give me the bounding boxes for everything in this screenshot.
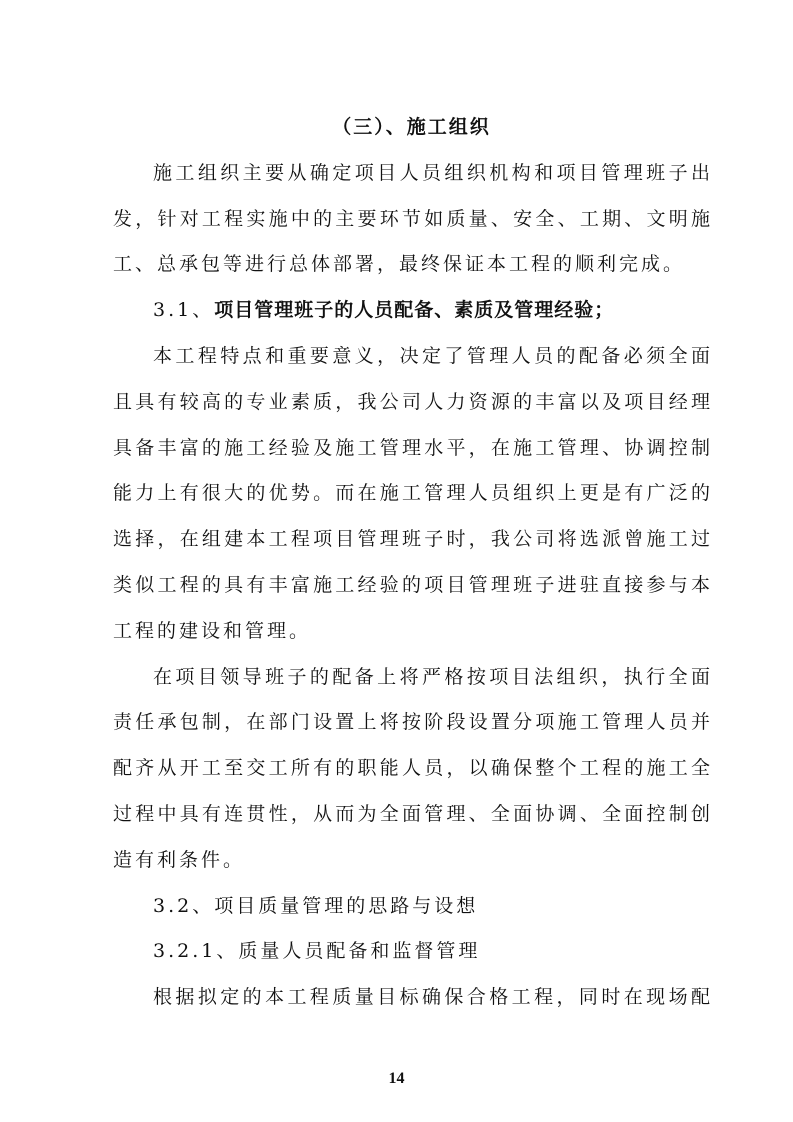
- text-line: 且具有较高的专业素质，我公司人力资源的丰富以及项目经理: [113, 390, 710, 413]
- section-title: （三）、施工组织: [332, 116, 491, 138]
- page-number: 14: [388, 1070, 405, 1087]
- text-line: 配齐从开工至交工所有的职能人员，以确保整个工程的施工全: [113, 757, 710, 780]
- paragraph-leadership: [113, 655, 710, 884]
- paragraph-staffing: [113, 334, 710, 655]
- heading-3-2: 3.2、项目质量管理的思路与设想: [153, 894, 479, 917]
- paragraph-intro: [113, 151, 710, 288]
- text-line: 责任承包制，在部门设置上将按阶段设置分项施工管理人员并: [113, 711, 710, 734]
- text-line: 工程的建设和管理。: [113, 619, 312, 642]
- paragraph-quality: [113, 975, 710, 1021]
- text-line: 具备丰富的施工经验及施工管理水平，在施工管理、协调控制: [113, 436, 710, 459]
- text-line: 本工程特点和重要意义，决定了管理人员的配备必须全面: [153, 344, 710, 367]
- text-line: 发，针对工程实施中的主要环节如质量、安全、工期、文明施: [113, 207, 710, 230]
- text-line: 在项目领导班子的配备上将严格按项目法组织，执行全面: [153, 665, 710, 688]
- text-line: 造有利条件。: [113, 848, 246, 871]
- text-line: 施工组织主要从确定项目人员组织机构和项目管理班子出: [153, 161, 710, 184]
- text-line: 过程中具有连贯性，从而为全面管理、全面协调、全面控制创: [113, 802, 710, 825]
- heading-number: 3.1、: [153, 299, 215, 322]
- document-page: [113, 105, 710, 1021]
- heading-3-1: [113, 288, 710, 334]
- heading-text: 项目管理班子的人员配备、素质及管理经验；: [214, 299, 615, 322]
- text-line: 选择，在组建本工程项目管理班子时，我公司将选派曾施工过: [113, 528, 710, 551]
- text-line: 能力上有很大的优势。而在施工管理人员组织上更是有广泛的: [113, 482, 710, 505]
- text-line: 类似工程的具有丰富施工经验的项目管理班子进驻直接参与本: [113, 573, 710, 596]
- text-line: 根据拟定的本工程质量目标确保合格工程，同时在现场配: [153, 986, 710, 1009]
- text-line: 工、总承包等进行总体部署，最终保证本工程的顺利完成。: [113, 253, 686, 276]
- heading-3-2-1: 3.2.1、质量人员配备和监督管理: [153, 940, 481, 963]
